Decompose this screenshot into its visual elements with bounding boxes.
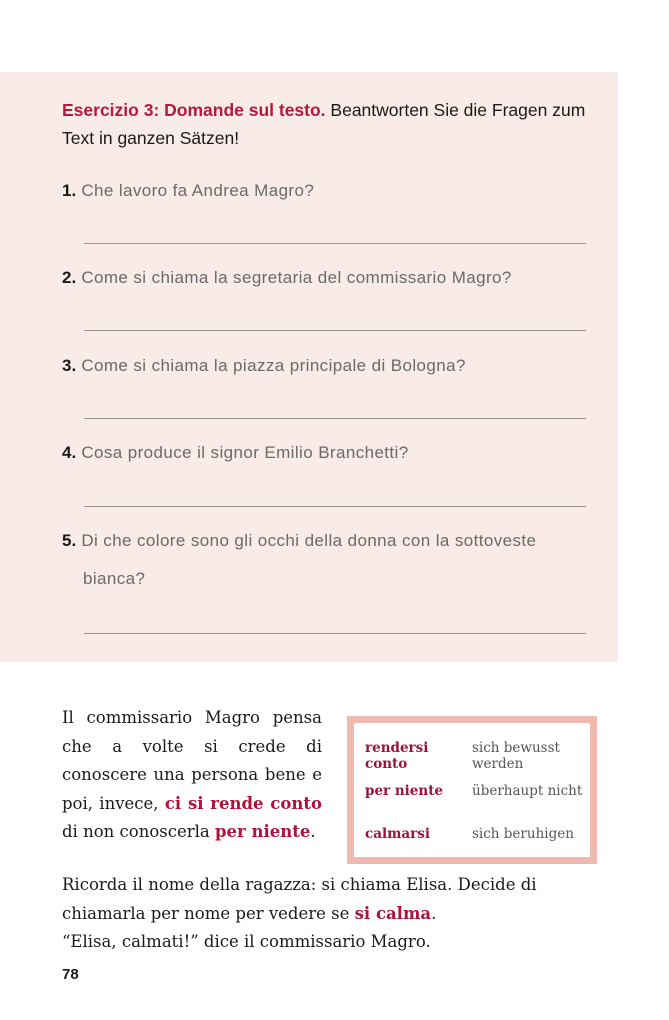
vocab-highlight-per-niente: per niente — [214, 822, 311, 841]
question-5 — [62, 522, 592, 598]
story-text: di non conoscerla — [62, 822, 215, 841]
answer-line-5[interactable] — [84, 633, 586, 634]
vocab-term: calmarsi — [365, 826, 430, 842]
vocab-term: rendersi conto — [365, 740, 429, 772]
exercise-instructions: Beantworten Sie die Fragen zum Text in ganzen Sätzen! — [62, 100, 586, 148]
answer-line-3[interactable] — [84, 418, 586, 419]
answer-line-4[interactable] — [84, 506, 586, 507]
vocab-term: per niente — [365, 783, 444, 799]
question-text: Cosa produce il signor Emilio Branchetti? — [81, 443, 409, 462]
vocab-highlight-calmarsi: si calma — [354, 903, 432, 923]
story-text: Il commissario Magro pensa che a volte si crede di conoscere una persona bene e poi, invece, — [62, 708, 322, 813]
exercise-panel — [0, 72, 618, 662]
story-dialogue: “Elisa, calmati!” dice il commissario Magro. — [62, 932, 431, 951]
answer-line-1[interactable] — [84, 243, 586, 244]
question-text: Come si chiama la piazza principale di Bologna? — [81, 356, 466, 375]
question-3 — [62, 347, 592, 385]
question-number: 3. — [62, 356, 77, 375]
vocabulary-box — [347, 716, 597, 864]
question-number: 4. — [62, 443, 77, 462]
question-text: Che lavoro fa Andrea Magro? — [81, 181, 315, 200]
vocab-definition: überhaupt nicht — [472, 783, 583, 799]
story-text: . — [310, 822, 316, 841]
vocab-definition: sich beruhigen — [472, 826, 574, 842]
page-number: 78 — [62, 966, 79, 983]
question-number: 2. — [62, 268, 77, 287]
story-paragraph-1 — [62, 704, 322, 847]
question-1 — [62, 172, 592, 210]
answer-line-2[interactable] — [84, 330, 586, 331]
question-text: Come si chiama la segretaria del commissario Magro? — [81, 268, 512, 287]
question-4 — [62, 434, 592, 472]
question-number: 1. — [62, 181, 77, 200]
story-text: . — [431, 903, 437, 923]
vocab-highlight-rendersi-conto: ci si rende conto — [164, 793, 322, 813]
vocab-definition: sich bewusst werden — [472, 740, 560, 772]
story-text: Ricorda il nome della ragazza: si chiama Elisa. Decide di chiamarla per nome per vedere se — [62, 875, 537, 923]
question-text: Di che colore sono gli occhi della donna con la sottoveste — [81, 531, 537, 550]
exercise-title — [62, 96, 602, 152]
story-paragraph-2 — [62, 871, 622, 957]
question-text-continued: bianca? — [83, 569, 146, 588]
exercise-title-highlight: Esercizio 3: Domande sul testo. — [62, 100, 326, 120]
question-number: 5. — [62, 531, 77, 550]
question-2 — [62, 259, 592, 297]
